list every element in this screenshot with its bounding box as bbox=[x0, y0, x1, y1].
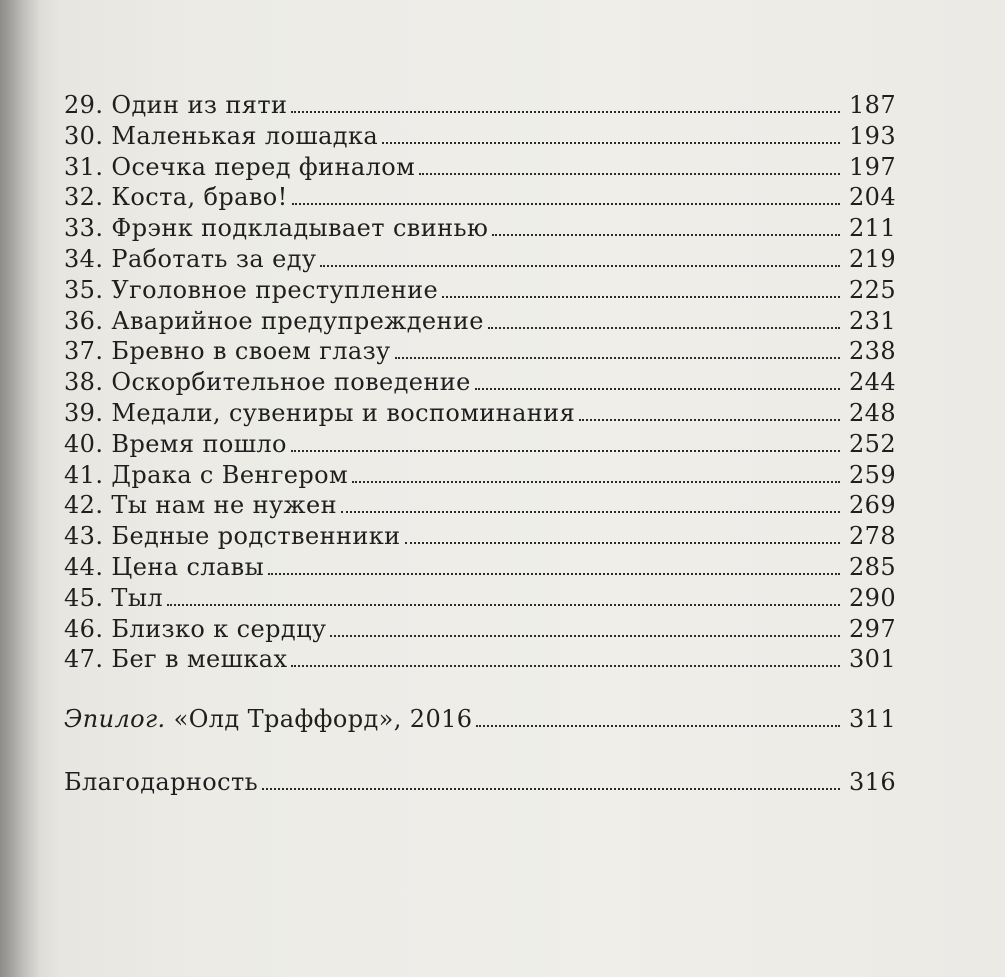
dot-leader bbox=[292, 202, 840, 205]
page-gutter-shadow bbox=[0, 0, 40, 977]
dot-leader bbox=[442, 295, 840, 298]
dot-leader bbox=[291, 449, 840, 452]
toc-entry-title-text: Бедные родственники bbox=[111, 522, 401, 551]
toc-entry-title bbox=[64, 367, 471, 398]
toc-entry bbox=[64, 306, 896, 337]
toc-entry-page: 225 bbox=[848, 275, 896, 304]
toc-entry bbox=[64, 490, 896, 521]
epilogue-prefix: Эпилог. bbox=[64, 705, 166, 734]
toc-entry-page: 252 bbox=[848, 429, 896, 458]
toc-entry-title-text: Оскорбительное поведение bbox=[111, 368, 471, 397]
toc-entry-number: 35. bbox=[64, 275, 104, 304]
toc-entry-title-text: Коста, браво! bbox=[111, 183, 288, 212]
toc-entry-number: 47. bbox=[64, 645, 104, 674]
toc-entry-title-text: Время пошло bbox=[111, 429, 287, 458]
toc-entry-title-text: Близко к сердцу bbox=[111, 614, 327, 643]
toc-entry-page: 278 bbox=[848, 522, 896, 551]
toc-entry-title bbox=[64, 490, 337, 521]
toc-entry-title-text: Фрэнк подкладывает свинью bbox=[111, 214, 489, 243]
dot-leader bbox=[382, 141, 840, 144]
toc-entry-title-text: Уголовное преступление bbox=[111, 275, 439, 304]
toc-entry-page: 316 bbox=[848, 768, 896, 797]
toc-entry-title bbox=[64, 182, 288, 213]
toc-entry-number: 45. bbox=[64, 583, 104, 612]
toc-entry-page: 290 bbox=[848, 583, 896, 612]
toc-entry bbox=[64, 244, 896, 275]
toc-entry bbox=[64, 213, 896, 244]
dot-leader bbox=[488, 326, 840, 329]
dot-leader bbox=[320, 264, 840, 267]
toc-entry-number: 29. bbox=[64, 91, 104, 119]
toc-entry bbox=[64, 182, 896, 213]
toc-entry-page: 219 bbox=[848, 244, 896, 273]
toc-entry bbox=[64, 460, 896, 491]
toc-entry bbox=[64, 398, 896, 429]
toc-entry-title bbox=[64, 398, 575, 429]
toc-entry-page: 244 bbox=[848, 368, 896, 397]
toc-entry-page: 197 bbox=[848, 152, 896, 181]
toc-entry-page: 248 bbox=[848, 398, 896, 427]
toc-entry-title-text: Ты нам не нужен bbox=[111, 491, 337, 520]
toc-entry-number: 32. bbox=[64, 183, 104, 212]
table-of-contents bbox=[64, 90, 896, 800]
toc-entry-title-text: Осечка перед финалом bbox=[111, 152, 416, 181]
toc-entry-page: 285 bbox=[848, 552, 896, 581]
toc-entry-page: 269 bbox=[848, 491, 896, 520]
toc-entry-page: 231 bbox=[848, 306, 896, 335]
dot-leader bbox=[475, 387, 840, 390]
toc-entry-title bbox=[64, 552, 264, 583]
toc-entry-page: 187 bbox=[848, 91, 896, 119]
toc-entry-page: 259 bbox=[848, 460, 896, 489]
toc-entry bbox=[64, 152, 896, 183]
toc-entry-page: 238 bbox=[848, 337, 896, 366]
toc-entry-title-text: Аварийное предупреждение bbox=[111, 306, 484, 335]
toc-entry-title-text: Бег в мешках bbox=[111, 645, 288, 674]
toc-entry-number: 39. bbox=[64, 398, 104, 427]
toc-entry-number: 37. bbox=[64, 337, 104, 366]
toc-entry bbox=[64, 614, 896, 645]
toc-entry bbox=[64, 429, 896, 460]
toc-entry-title-text: Бревно в своем глазу bbox=[111, 337, 391, 366]
toc-entry-number: 30. bbox=[64, 121, 104, 150]
toc-entry-title-text: Работать за еду bbox=[111, 244, 317, 273]
dot-leader bbox=[395, 356, 840, 359]
toc-entry bbox=[64, 367, 896, 398]
toc-entry-title-text: Драка с Венгером bbox=[111, 460, 349, 489]
toc-entry bbox=[64, 275, 896, 306]
toc-entry bbox=[64, 90, 896, 121]
toc-entry-title bbox=[64, 429, 287, 460]
toc-entry-title bbox=[64, 244, 316, 275]
dot-leader bbox=[291, 110, 840, 113]
toc-entry-title-text: Цена славы bbox=[111, 552, 265, 581]
toc-entry-title bbox=[64, 336, 391, 367]
toc-entry-title bbox=[64, 705, 472, 733]
toc-entry-number: 33. bbox=[64, 214, 104, 243]
toc-entry-title bbox=[64, 614, 326, 645]
toc-entry-acknowledgements bbox=[64, 768, 896, 800]
toc-entry bbox=[64, 336, 896, 367]
toc-entry-number: 31. bbox=[64, 152, 104, 181]
toc-entry-title: Благодарность bbox=[64, 768, 259, 797]
toc-entry-epilogue bbox=[64, 705, 896, 737]
toc-entry-page: 297 bbox=[848, 614, 896, 643]
toc-entry bbox=[64, 583, 896, 614]
toc-entry-title bbox=[64, 90, 287, 121]
toc-entry-number: 43. bbox=[64, 522, 104, 551]
dot-leader bbox=[492, 233, 840, 236]
dot-leader bbox=[341, 510, 840, 513]
toc-entry-number: 36. bbox=[64, 306, 104, 335]
toc-entry bbox=[64, 644, 896, 675]
dot-leader bbox=[330, 634, 840, 637]
toc-entry-title-text: Маленькая лошадка bbox=[111, 121, 379, 150]
toc-entry-number: 41. bbox=[64, 460, 104, 489]
toc-entry-number: 40. bbox=[64, 429, 104, 458]
toc-entry bbox=[64, 521, 896, 552]
dot-leader bbox=[352, 480, 840, 483]
toc-entry-title bbox=[64, 152, 415, 183]
toc-entry-title bbox=[64, 644, 287, 675]
toc-entry-title bbox=[64, 521, 401, 552]
dot-leader bbox=[419, 172, 840, 175]
toc-entry-page: 211 bbox=[848, 214, 896, 243]
toc-entry-title-text: Один из пяти bbox=[111, 91, 288, 119]
toc-entry-title bbox=[64, 213, 488, 244]
toc-entry bbox=[64, 121, 896, 152]
toc-entry-title bbox=[64, 306, 484, 337]
toc-entry-page: 204 bbox=[848, 183, 896, 212]
toc-entry-title bbox=[64, 460, 348, 491]
toc-entry-title-text: Медали, сувениры и воспоминания bbox=[111, 398, 576, 427]
dot-leader bbox=[268, 572, 840, 575]
dot-leader bbox=[405, 541, 840, 544]
epilogue-title: «Олд Траффорд», 2016 bbox=[173, 705, 473, 734]
toc-entry-title bbox=[64, 121, 378, 152]
toc-entry-title-text: Тыл bbox=[111, 583, 163, 612]
toc-entry-page: 193 bbox=[848, 121, 896, 150]
dot-leader bbox=[291, 664, 840, 667]
toc-entry-number: 38. bbox=[64, 368, 104, 397]
toc-entry-title bbox=[64, 275, 438, 306]
toc-entry-page: 301 bbox=[848, 645, 896, 674]
toc-entry-title bbox=[64, 583, 163, 614]
chapter-list bbox=[64, 90, 896, 675]
toc-entry-number: 34. bbox=[64, 244, 104, 273]
toc-entry bbox=[64, 552, 896, 583]
toc-entry-number: 46. bbox=[64, 614, 104, 643]
toc-entry-number: 42. bbox=[64, 491, 104, 520]
dot-leader bbox=[167, 603, 840, 606]
dot-leader bbox=[579, 418, 840, 421]
dot-leader bbox=[262, 787, 840, 790]
toc-entry-page: 311 bbox=[848, 705, 896, 734]
toc-entry-number: 44. bbox=[64, 552, 104, 581]
dot-leader bbox=[476, 724, 840, 727]
